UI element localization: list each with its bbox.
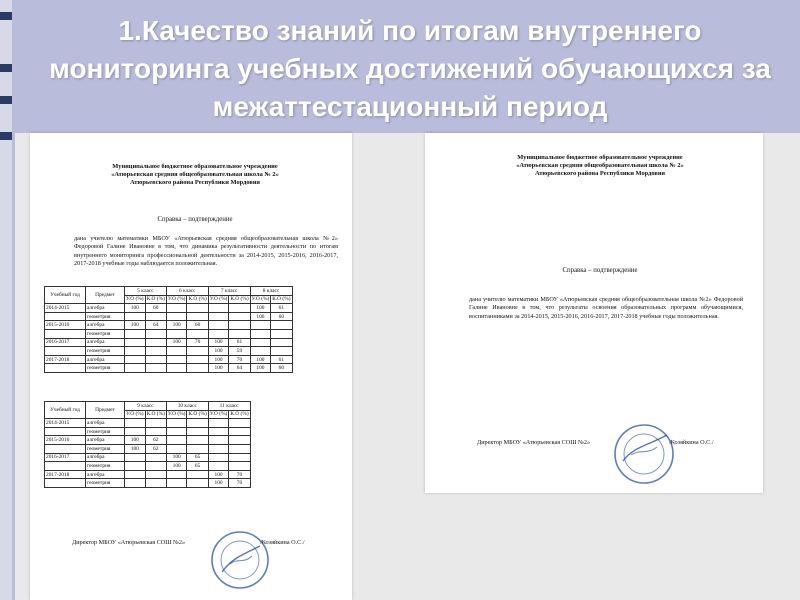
subject-cell: геометрия bbox=[86, 479, 125, 488]
value-cell bbox=[229, 321, 250, 330]
value-cell: 100 bbox=[166, 453, 187, 462]
sub-header: К.О (%) bbox=[188, 296, 207, 303]
value-cell bbox=[145, 453, 166, 462]
table-row bbox=[45, 312, 293, 321]
subject-cell: геометрия bbox=[86, 427, 125, 436]
value-cell bbox=[187, 364, 208, 373]
value-cell bbox=[229, 419, 250, 428]
value-cell bbox=[271, 329, 292, 338]
value-cell: 64 bbox=[145, 321, 166, 330]
value-cell bbox=[208, 462, 229, 471]
year-cell: 2015-2016 bbox=[45, 436, 86, 445]
value-cell bbox=[187, 436, 208, 445]
school-stamp-icon bbox=[208, 528, 272, 592]
value-cell: 100 bbox=[250, 304, 271, 313]
sub-header: У.О (%) bbox=[167, 411, 186, 418]
decor-bar bbox=[0, 12, 12, 20]
value-cell: 62 bbox=[145, 436, 166, 445]
table-row bbox=[45, 304, 293, 313]
grades-table-2-wrap bbox=[44, 401, 251, 488]
value-cell bbox=[166, 479, 187, 488]
org-line: Атюрьевского района Республики Мордовия bbox=[535, 170, 665, 177]
value-cell bbox=[271, 347, 292, 356]
value-cell bbox=[166, 444, 187, 453]
table-row bbox=[45, 419, 251, 428]
subject-cell: алгебра bbox=[86, 355, 125, 364]
table-row bbox=[45, 338, 293, 347]
value-cell: 65 bbox=[187, 453, 208, 462]
doc-heading: Справка – подтверждение bbox=[562, 267, 638, 274]
grades-table-1 bbox=[44, 286, 293, 373]
value-cell: 70 bbox=[229, 355, 250, 364]
value-cell bbox=[145, 364, 166, 373]
value-cell bbox=[145, 419, 166, 428]
org-line: Муниципальное бюджетное образовательное учреждение bbox=[112, 163, 278, 170]
value-cell bbox=[187, 444, 208, 453]
value-cell bbox=[208, 321, 229, 330]
sub-header: У.О (%) bbox=[167, 296, 186, 303]
subject-cell: геометрия bbox=[86, 312, 125, 321]
value-cell bbox=[166, 355, 187, 364]
subject-cell: геометрия bbox=[86, 444, 125, 453]
table-row bbox=[45, 462, 251, 471]
class-header: 9 класс bbox=[125, 402, 167, 411]
value-cell bbox=[208, 329, 229, 338]
value-cell bbox=[125, 347, 146, 356]
class-header: 8 класс bbox=[250, 287, 292, 296]
director-name: /Козяйкина О.С./ bbox=[260, 539, 305, 546]
value-cell bbox=[166, 419, 187, 428]
value-cell: 100 bbox=[166, 462, 187, 471]
value-cell bbox=[166, 329, 187, 338]
year-cell bbox=[45, 479, 86, 488]
subject-cell: алгебра bbox=[86, 453, 125, 462]
value-cell: 70 bbox=[187, 338, 208, 347]
value-cell bbox=[229, 436, 250, 445]
decor-bar bbox=[0, 96, 12, 104]
doc-heading: Справка – подтверждение bbox=[157, 216, 233, 223]
value-cell bbox=[125, 470, 146, 479]
value-cell bbox=[250, 321, 271, 330]
value-cell bbox=[145, 427, 166, 436]
value-cell: 60 bbox=[187, 321, 208, 330]
table-row bbox=[45, 321, 293, 330]
subject-cell: геометрия bbox=[86, 347, 125, 356]
sub-header: У.О (%) bbox=[251, 296, 270, 303]
grades-table-2-body bbox=[45, 419, 251, 488]
year-cell bbox=[45, 347, 86, 356]
value-cell bbox=[125, 453, 146, 462]
sub-header: К.О (%) bbox=[146, 296, 165, 303]
value-cell: 100 bbox=[125, 436, 146, 445]
value-cell bbox=[229, 453, 250, 462]
sub-header: К.О (%) bbox=[188, 411, 207, 418]
year-cell bbox=[45, 364, 86, 373]
value-cell: 61 bbox=[271, 304, 292, 313]
year-cell bbox=[45, 444, 86, 453]
table-row bbox=[45, 364, 293, 373]
value-cell bbox=[250, 347, 271, 356]
value-cell bbox=[166, 312, 187, 321]
year-cell bbox=[45, 427, 86, 436]
sub-header: К.О (%) bbox=[230, 411, 249, 418]
slide-title: 1.Качество знаний по итогам внутреннего мониторинга учебных достижений обучающихся за межаттестационный период bbox=[49, 15, 771, 122]
value-cell: 100 bbox=[208, 355, 229, 364]
value-cell: 100 bbox=[125, 444, 146, 453]
value-cell: 62 bbox=[145, 444, 166, 453]
doc-body: дана учителю математики МБОУ «Атюрьевская средняя общеобразовательная школа №2» Федоровой Галине Ивановне в том, что динамика результативности деятельности по итогам внутреннего мониторинга профессиональной деятельности за 2014-2015, 2015-2016, 2016-2017, 2017-2018 учебные годы наблюдается положительная. bbox=[74, 235, 338, 268]
subject-cell: алгебра bbox=[86, 419, 125, 428]
year-cell: 2017-2018 bbox=[45, 470, 86, 479]
class-header: 7 класс bbox=[208, 287, 250, 296]
value-cell bbox=[187, 329, 208, 338]
subject-cell: геометрия bbox=[86, 364, 125, 373]
value-cell: 100 bbox=[125, 321, 146, 330]
org-line: Муниципальное бюджетное образовательное учреждение bbox=[517, 154, 683, 161]
table-row bbox=[45, 479, 251, 488]
value-cell: 64 bbox=[229, 364, 250, 373]
table-row bbox=[45, 355, 293, 364]
subject-cell: алгебра bbox=[86, 304, 125, 313]
value-cell bbox=[145, 312, 166, 321]
table-row bbox=[45, 453, 251, 462]
value-cell: 60 bbox=[271, 364, 292, 373]
value-cell bbox=[271, 338, 292, 347]
value-cell bbox=[145, 347, 166, 356]
value-cell bbox=[250, 329, 271, 338]
value-cell bbox=[125, 329, 146, 338]
value-cell bbox=[145, 470, 166, 479]
value-cell bbox=[187, 312, 208, 321]
year-header: Учебный год bbox=[45, 287, 86, 304]
subject-cell: алгебра bbox=[86, 338, 125, 347]
subject-cell: алгебра bbox=[86, 321, 125, 330]
value-cell bbox=[229, 304, 250, 313]
value-cell bbox=[208, 453, 229, 462]
value-cell bbox=[229, 312, 250, 321]
subject-cell: геометрия bbox=[86, 462, 125, 471]
sub-header: У.О (%) bbox=[126, 411, 144, 418]
year-cell bbox=[45, 312, 86, 321]
year-cell: 2014-2015 bbox=[45, 304, 86, 313]
value-cell bbox=[166, 304, 187, 313]
value-cell: 61 bbox=[229, 338, 250, 347]
year-cell: 2014-2015 bbox=[45, 419, 86, 428]
grades-table-1-wrap bbox=[44, 286, 293, 373]
org-line: Атюрьевского района Республики Мордовия bbox=[130, 179, 260, 186]
value-cell: 60 bbox=[271, 312, 292, 321]
value-cell bbox=[250, 338, 271, 347]
value-cell: 100 bbox=[208, 338, 229, 347]
value-cell bbox=[125, 355, 146, 364]
value-cell bbox=[208, 312, 229, 321]
value-cell bbox=[229, 462, 250, 471]
value-cell bbox=[187, 347, 208, 356]
year-cell: 2016-2017 bbox=[45, 453, 86, 462]
decor-bar bbox=[0, 132, 12, 140]
sub-header: К.О (%) bbox=[272, 296, 291, 303]
value-cell bbox=[187, 419, 208, 428]
value-cell bbox=[271, 321, 292, 330]
value-cell bbox=[166, 470, 187, 479]
value-cell: 65 bbox=[187, 462, 208, 471]
value-cell: 100 bbox=[208, 364, 229, 373]
sub-header: У.О (%) bbox=[209, 296, 228, 303]
value-cell bbox=[145, 329, 166, 338]
class-header: 10 класс bbox=[166, 402, 208, 411]
value-cell: 100 bbox=[208, 347, 229, 356]
value-cell bbox=[125, 338, 146, 347]
value-cell bbox=[187, 479, 208, 488]
grades-table-1-body bbox=[45, 304, 293, 373]
value-cell bbox=[166, 347, 187, 356]
org-header bbox=[455, 154, 745, 178]
value-cell: 100 bbox=[208, 479, 229, 488]
value-cell bbox=[187, 304, 208, 313]
value-cell: 100 bbox=[250, 312, 271, 321]
value-cell bbox=[229, 444, 250, 453]
doc-body: дана учителю математики МБОУ «Атюрьевская средняя общеобразовательная школа №2» Федоровой Галине Ивановне в том, что результаты освоения образовательных программ обучающимися, воспитанниками за 2014-2015, 2015-2016, 2016-2017, 2017-2018 учебные годы положительная. bbox=[469, 296, 743, 320]
value-cell bbox=[125, 427, 146, 436]
value-cell: 100 bbox=[166, 338, 187, 347]
value-cell: 60 bbox=[145, 304, 166, 313]
sub-header: У.О (%) bbox=[126, 296, 144, 303]
value-cell bbox=[145, 355, 166, 364]
value-cell bbox=[208, 304, 229, 313]
table-row bbox=[45, 347, 293, 356]
value-cell bbox=[229, 427, 250, 436]
value-cell bbox=[166, 427, 187, 436]
value-cell: 100 bbox=[208, 470, 229, 479]
sub-header: У.О (%) bbox=[209, 411, 228, 418]
year-cell bbox=[45, 462, 86, 471]
value-cell bbox=[125, 462, 146, 471]
org-line: «Атюрьевская средняя общеобразовательная школа № 2» bbox=[111, 171, 279, 178]
grades-table-2 bbox=[44, 401, 251, 488]
value-cell bbox=[208, 427, 229, 436]
director-name: /Козяйкина О.С./ bbox=[669, 439, 714, 446]
org-header bbox=[50, 163, 340, 187]
class-header: 11 класс bbox=[208, 402, 250, 411]
value-cell: 100 bbox=[250, 355, 271, 364]
certificate-page-2 bbox=[425, 133, 763, 493]
value-cell bbox=[145, 462, 166, 471]
value-cell bbox=[208, 444, 229, 453]
decor-bar bbox=[0, 64, 12, 72]
value-cell bbox=[125, 364, 146, 373]
year-cell: 2017-2018 bbox=[45, 355, 86, 364]
value-cell bbox=[145, 338, 166, 347]
table-row bbox=[45, 470, 251, 479]
school-stamp-icon bbox=[611, 421, 677, 487]
sub-header: К.О (%) bbox=[230, 296, 249, 303]
certificate-page-1 bbox=[30, 133, 352, 600]
org-line: «Атюрьевская средняя общеобразовательная школа № 2» bbox=[516, 162, 684, 169]
value-cell bbox=[145, 479, 166, 488]
value-cell bbox=[208, 419, 229, 428]
subject-header: Предмет bbox=[86, 287, 125, 304]
table-row bbox=[45, 329, 293, 338]
class-header: 5 класс bbox=[125, 287, 167, 296]
value-cell: 61 bbox=[271, 355, 292, 364]
year-cell: 2015-2016 bbox=[45, 321, 86, 330]
director-signature-label: Директор МБОУ «Атюрьевская СОШ №2» bbox=[477, 439, 591, 446]
value-cell bbox=[166, 436, 187, 445]
value-cell bbox=[187, 355, 208, 364]
value-cell bbox=[187, 470, 208, 479]
year-cell bbox=[45, 329, 86, 338]
value-cell: 100 bbox=[250, 364, 271, 373]
subject-cell: алгебра bbox=[86, 436, 125, 445]
value-cell: 59 bbox=[229, 347, 250, 356]
value-cell: 70 bbox=[229, 479, 250, 488]
value-cell bbox=[229, 329, 250, 338]
subject-cell: геометрия bbox=[86, 329, 125, 338]
value-cell bbox=[187, 427, 208, 436]
value-cell bbox=[125, 312, 146, 321]
table-row bbox=[45, 427, 251, 436]
subject-header: Предмет bbox=[86, 402, 125, 419]
value-cell bbox=[166, 364, 187, 373]
year-cell: 2016-2017 bbox=[45, 338, 86, 347]
value-cell: 100 bbox=[125, 304, 146, 313]
value-cell bbox=[125, 479, 146, 488]
value-cell: 70 bbox=[229, 470, 250, 479]
year-header: Учебный год bbox=[45, 402, 86, 419]
director-signature-label: Директор МБОУ «Атюрьевская СОШ №2» bbox=[72, 539, 186, 546]
table-row bbox=[45, 444, 251, 453]
value-cell bbox=[125, 419, 146, 428]
subject-cell: алгебра bbox=[86, 470, 125, 479]
sub-header: К.О (%) bbox=[146, 411, 165, 418]
class-header: 6 класс bbox=[166, 287, 208, 296]
left-decor-strip bbox=[0, 0, 12, 600]
table-row bbox=[45, 436, 251, 445]
value-cell: 100 bbox=[166, 321, 187, 330]
value-cell bbox=[208, 436, 229, 445]
